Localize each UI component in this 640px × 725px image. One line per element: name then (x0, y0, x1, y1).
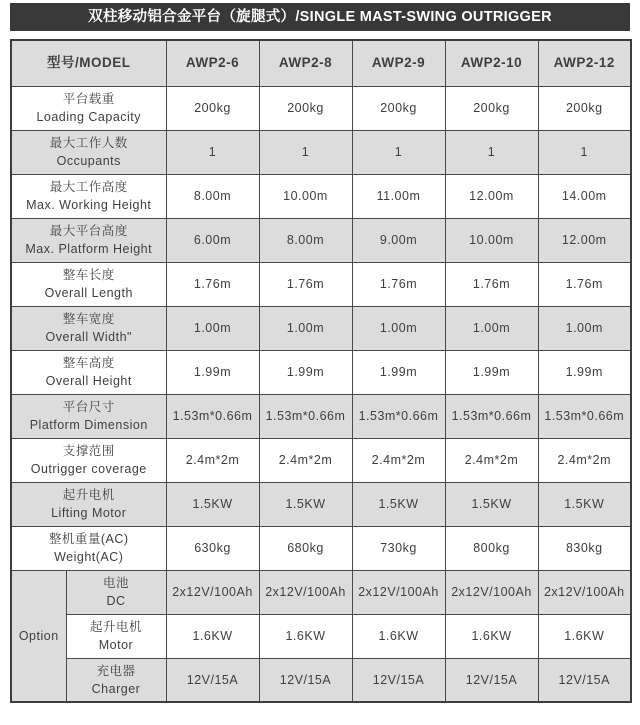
spec-value: 1.5KW (352, 482, 445, 526)
table-row (11, 86, 631, 130)
spec-value: 2x12V/100Ah (445, 570, 538, 614)
spec-value: 1.76m (445, 262, 538, 306)
spec-value: 680kg (259, 526, 352, 570)
spec-value: 1.6KW (352, 614, 445, 658)
model-header-cell: 型号/MODEL (11, 40, 166, 86)
row-label-zh: 最大工作高度 (49, 179, 128, 194)
spec-value: 10.00m (259, 174, 352, 218)
spec-value: 12V/15A (538, 658, 631, 702)
spec-value: 1.5KW (445, 482, 538, 526)
spec-value: 2x12V/100Ah (538, 570, 631, 614)
row-label-en: Outrigger coverage (30, 462, 147, 476)
spec-value: 630kg (166, 526, 259, 570)
spec-value: 1.00m (445, 306, 538, 350)
table-row (11, 306, 631, 350)
row-label (11, 394, 166, 438)
spec-value: 12.00m (538, 218, 631, 262)
row-label-en: Max. Platform Height (25, 242, 153, 256)
spec-value: 9.00m (352, 218, 445, 262)
row-label-zh: 最大工作人数 (49, 135, 128, 150)
spec-value: 8.00m (259, 218, 352, 262)
spec-table (10, 39, 632, 703)
row-label-zh: 电池 (102, 575, 129, 590)
spec-value: 1.6KW (259, 614, 352, 658)
option-section-label: Option (11, 570, 66, 702)
spec-value: 200kg (352, 86, 445, 130)
spec-value: 1.99m (352, 350, 445, 394)
spec-value: 200kg (259, 86, 352, 130)
model-column-header: AWP2-8 (259, 40, 352, 86)
model-column-header: AWP2-6 (166, 40, 259, 86)
table-row (11, 438, 631, 482)
spec-value: 1 (538, 130, 631, 174)
row-label (66, 614, 166, 658)
spec-value: 11.00m (352, 174, 445, 218)
table-row (11, 394, 631, 438)
spec-value: 2x12V/100Ah (166, 570, 259, 614)
row-label-en: Platform Dimension (29, 418, 148, 432)
row-label (11, 438, 166, 482)
row-label-en: Motor (98, 638, 134, 652)
table-row (11, 130, 631, 174)
spec-value: 1.6KW (538, 614, 631, 658)
spec-value: 200kg (445, 86, 538, 130)
row-label-en: Occupants (56, 154, 121, 168)
spec-value: 1.00m (259, 306, 352, 350)
row-label-zh: 整机重量(AC) (48, 531, 129, 546)
spec-value: 14.00m (538, 174, 631, 218)
row-label-en: Loading Capacity (36, 110, 142, 124)
row-label (11, 218, 166, 262)
table-row (11, 218, 631, 262)
spec-value: 12V/15A (352, 658, 445, 702)
table-row (11, 350, 631, 394)
row-label-zh: 最大平台高度 (49, 223, 128, 238)
row-label-zh: 整车宽度 (62, 311, 115, 326)
spec-value: 1 (166, 130, 259, 174)
spec-value: 8.00m (166, 174, 259, 218)
table-row (11, 482, 631, 526)
spec-value: 830kg (538, 526, 631, 570)
spec-value: 200kg (166, 86, 259, 130)
spec-value: 2.4m*2m (166, 438, 259, 482)
spec-value: 12V/15A (445, 658, 538, 702)
spec-value: 2.4m*2m (259, 438, 352, 482)
spec-value: 800kg (445, 526, 538, 570)
spec-value: 2x12V/100Ah (259, 570, 352, 614)
row-label-en: Weight(AC) (54, 550, 124, 564)
table-row (11, 526, 631, 570)
row-label (11, 262, 166, 306)
model-column-header: AWP2-10 (445, 40, 538, 86)
row-label-zh: 整车长度 (62, 267, 115, 282)
row-label (66, 570, 166, 614)
spec-value: 1 (352, 130, 445, 174)
table-row (11, 614, 631, 658)
row-label-zh: 起升电机 (62, 487, 115, 502)
spec-value: 1.53m*0.66m (259, 394, 352, 438)
row-label (11, 174, 166, 218)
spec-value: 1.53m*0.66m (352, 394, 445, 438)
spec-value: 1.6KW (445, 614, 538, 658)
spec-value: 12.00m (445, 174, 538, 218)
spec-value: 1.99m (445, 350, 538, 394)
model-column-header: AWP2-9 (352, 40, 445, 86)
row-label-zh: 充电器 (96, 663, 136, 678)
row-label (11, 482, 166, 526)
row-label (11, 526, 166, 570)
spec-value: 1.00m (538, 306, 631, 350)
row-label-en: Max. Working Height (26, 198, 152, 212)
table-row (11, 658, 631, 702)
table-row (11, 262, 631, 306)
spec-value: 200kg (538, 86, 631, 130)
spec-value: 12V/15A (259, 658, 352, 702)
spec-value: 2.4m*2m (538, 438, 631, 482)
spec-value: 1.76m (538, 262, 631, 306)
spec-value: 1.5KW (538, 482, 631, 526)
row-label (66, 658, 166, 702)
spec-value: 1.5KW (166, 482, 259, 526)
model-column-header: AWP2-12 (538, 40, 631, 86)
row-label-zh: 平台尺寸 (62, 399, 115, 414)
row-label-en: Lifting Motor (51, 506, 127, 520)
row-label (11, 86, 166, 130)
table-row (11, 570, 631, 614)
spec-value: 2.4m*2m (445, 438, 538, 482)
title-bar: 双柱移动铝合金平台（旋腿式）/SINGLE MAST-SWING OUTRIGGER (10, 3, 630, 31)
spec-value: 1.99m (259, 350, 352, 394)
spec-value: 1.99m (166, 350, 259, 394)
row-label-zh: 起升电机 (89, 619, 142, 634)
spec-value: 1.6KW (166, 614, 259, 658)
spec-value: 6.00m (166, 218, 259, 262)
spec-value: 1.53m*0.66m (445, 394, 538, 438)
row-label-en: DC (106, 594, 126, 608)
spec-value: 1.00m (352, 306, 445, 350)
spec-value: 1.99m (538, 350, 631, 394)
row-label (11, 306, 166, 350)
spec-value: 12V/15A (166, 658, 259, 702)
spec-value: 1.00m (166, 306, 259, 350)
row-label-en: Overall Height (45, 374, 132, 388)
table-header-row (11, 40, 631, 86)
row-label-en: Overall Length (44, 286, 133, 300)
spec-value: 1.76m (166, 262, 259, 306)
row-label-zh: 支撑范围 (62, 443, 115, 458)
row-label-en: Overall Width" (45, 330, 132, 344)
spec-value: 730kg (352, 526, 445, 570)
table-row (11, 174, 631, 218)
spec-value: 1.53m*0.66m (538, 394, 631, 438)
spec-value: 2.4m*2m (352, 438, 445, 482)
spec-value: 10.00m (445, 218, 538, 262)
spec-value: 1 (259, 130, 352, 174)
row-label-zh: 整车高度 (62, 355, 115, 370)
row-label (11, 350, 166, 394)
row-label-en: Charger (91, 681, 141, 696)
spec-value: 1.53m*0.66m (166, 394, 259, 438)
spec-value: 1.76m (352, 262, 445, 306)
row-label (11, 130, 166, 174)
spec-value: 1 (445, 130, 538, 174)
row-label-zh: 平台载重 (62, 91, 115, 106)
spec-value: 1.5KW (259, 482, 352, 526)
spec-value: 2x12V/100Ah (352, 570, 445, 614)
spec-value: 1.76m (259, 262, 352, 306)
